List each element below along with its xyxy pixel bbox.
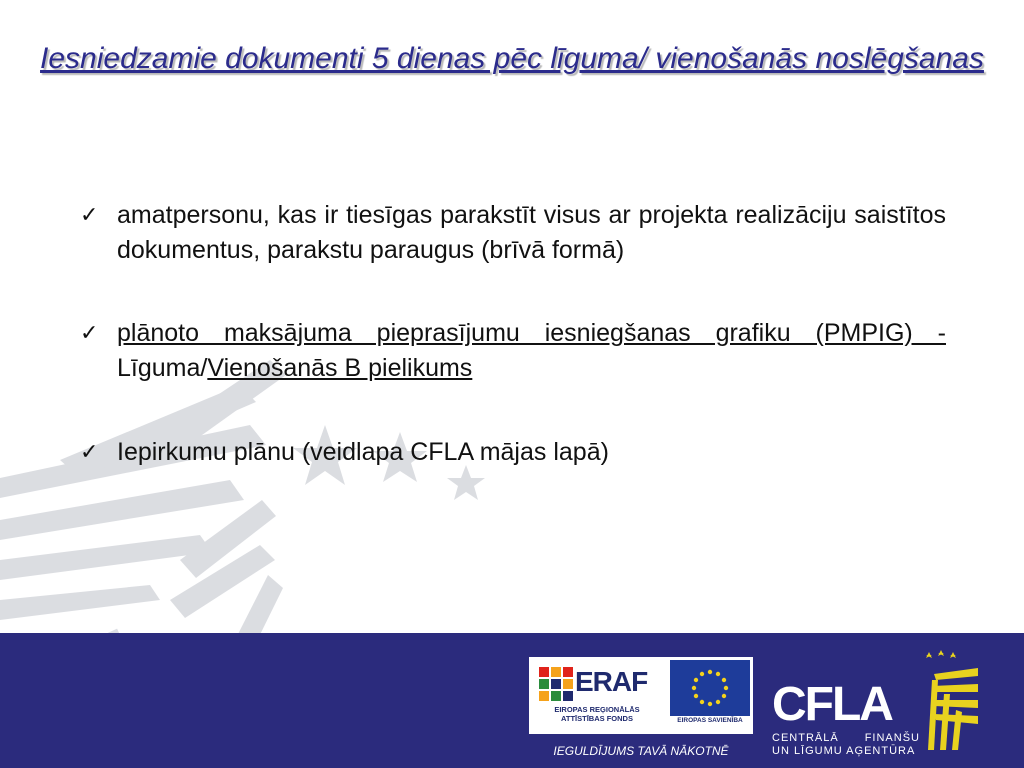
- cfla-emblem-icon: [924, 650, 980, 755]
- bullet-item: [80, 435, 946, 470]
- bullet-plain-text: Līguma/: [117, 354, 208, 382]
- pmpig-link[interactable]: plānoto maksājuma pieprasījumu iesniegšanas grafiku (PMPIG) -: [117, 319, 946, 347]
- bullet-text: [117, 316, 946, 386]
- cfla-name-line2: UN LĪGUMU AĢENTŪRA: [772, 745, 916, 757]
- eraf-subtitle: EIROPAS REĢIONĀLĀS ATTĪSTĪBAS FONDS: [554, 705, 640, 723]
- bullet-text: Iepirkumu plānu (veidlapa CFLA mājas lapā): [117, 438, 609, 466]
- slogan: IEGULDĪJUMS TAVĀ NĀKOTNĒ: [553, 744, 729, 758]
- slide-title: Iesniedzamie dokumenti 5 dienas pēc līguma/ vienošanās noslēgšanas: [40, 42, 984, 75]
- cfla-name-line1: CENTRĀLĀ FINANŠU: [772, 732, 920, 744]
- check-icon: ✓: [80, 203, 99, 228]
- check-icon: ✓: [80, 440, 99, 465]
- funding-logos: [529, 657, 753, 734]
- annex-b-link[interactable]: Vienošanās B pielikums: [207, 354, 473, 382]
- eu-label: EIROPAS SAVIENĪBA: [677, 717, 743, 724]
- bullet-item: [80, 316, 946, 386]
- eu-flag-icon: [670, 660, 750, 716]
- cfla-logo-text: CFLA: [772, 678, 892, 731]
- bullet-item: [80, 198, 946, 268]
- eraf-logo-text: ERAF: [575, 666, 648, 697]
- bullet-text: amatpersonu, kas ir tiesīgas parakstīt visus ar projekta realizāciju saistītos dokumentus, parakstu paraugus (brīvā formā): [117, 201, 946, 264]
- check-icon: ✓: [80, 321, 99, 346]
- eraf-emblem-icon: [539, 667, 573, 701]
- bullet-list: [80, 198, 946, 470]
